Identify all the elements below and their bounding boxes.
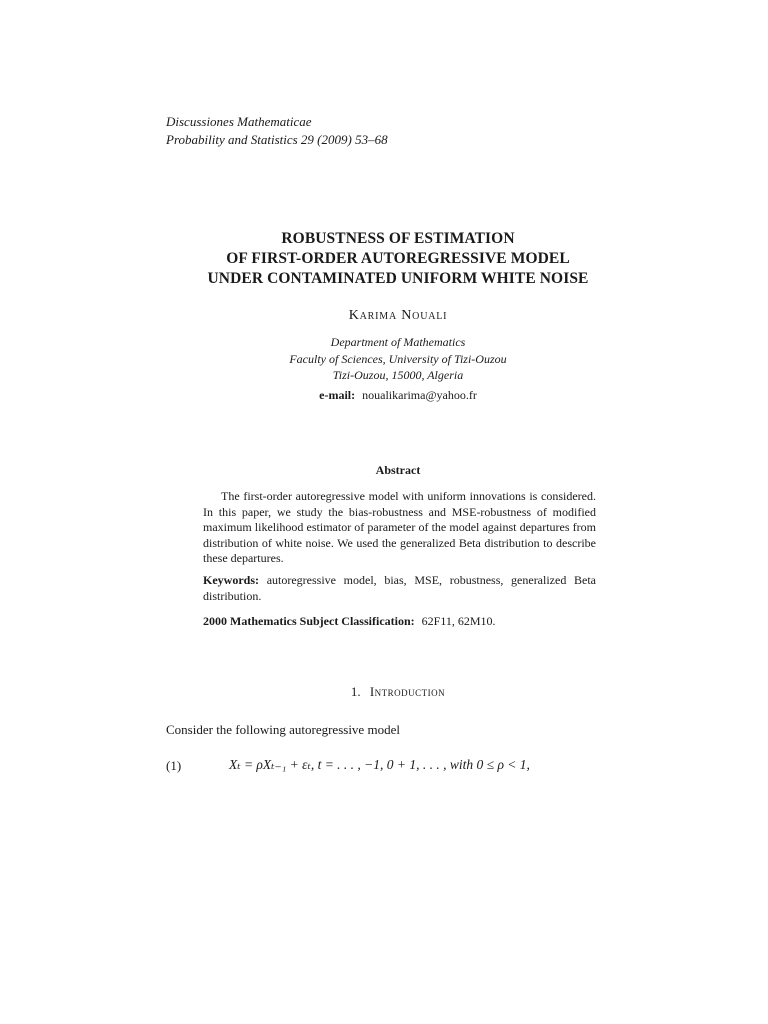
msc-label: 2000 Mathematics Subject Classification: xyxy=(203,614,415,628)
section-number: 1. xyxy=(350,684,361,699)
affiliation-line: Tizi-Ouzou, 15000, Algeria xyxy=(332,368,464,382)
affiliation xyxy=(0,334,768,384)
title-line: ROBUSTNESS OF ESTIMATION xyxy=(281,230,515,247)
section-name: Introduction xyxy=(369,684,446,699)
title-line: UNDER CONTAMINATED UNIFORM WHITE NOISE xyxy=(207,270,589,287)
journal-name: Discussiones Mathematicae xyxy=(166,114,312,129)
equation: Xₜ = ρXₜ₋₁ + εₜ, t = . . . , −1, 0 + 1, . . . , with 0 ≤ ρ < 1, xyxy=(229,757,530,772)
keywords-label: Keywords: xyxy=(203,573,259,587)
keywords xyxy=(203,573,596,604)
email-line xyxy=(0,388,768,403)
affiliation-line: Department of Mathematics xyxy=(330,335,466,349)
msc-classification xyxy=(203,614,596,630)
email-label: e-mail: xyxy=(319,388,356,402)
abstract-text: The first-order autoregressive model with uniform innovations is considered. In this paper, we study the bias-robustness and MSE-robustness of modified maximum likelihood estimator of parameter of the model against departures from distribution of white noise. We used the generalized Beta distribution to describe these departures. xyxy=(203,489,596,565)
keywords-text: autoregressive model, bias, MSE, robustness, generalized Beta distribution. xyxy=(203,573,596,603)
journal-header xyxy=(166,113,388,149)
journal-series: Probability and Statistics 29 (2009) 53–68 xyxy=(166,132,388,147)
intro-paragraph: Consider the following autoregressive model xyxy=(166,722,400,737)
equation-number: (1) xyxy=(166,758,182,773)
section-heading xyxy=(0,684,768,700)
email-address[interactable]: noualikarima@yahoo.fr xyxy=(362,388,477,402)
paper-title xyxy=(0,229,768,289)
title-line: OF FIRST-ORDER AUTOREGRESSIVE MODEL xyxy=(226,250,570,267)
abstract-heading: Abstract xyxy=(375,463,421,477)
author-name: Karima Nouali xyxy=(348,308,448,323)
msc-codes: 62F11, 62M10. xyxy=(421,614,496,628)
affiliation-line: Faculty of Sciences, University of Tizi-Ouzou xyxy=(289,351,507,366)
